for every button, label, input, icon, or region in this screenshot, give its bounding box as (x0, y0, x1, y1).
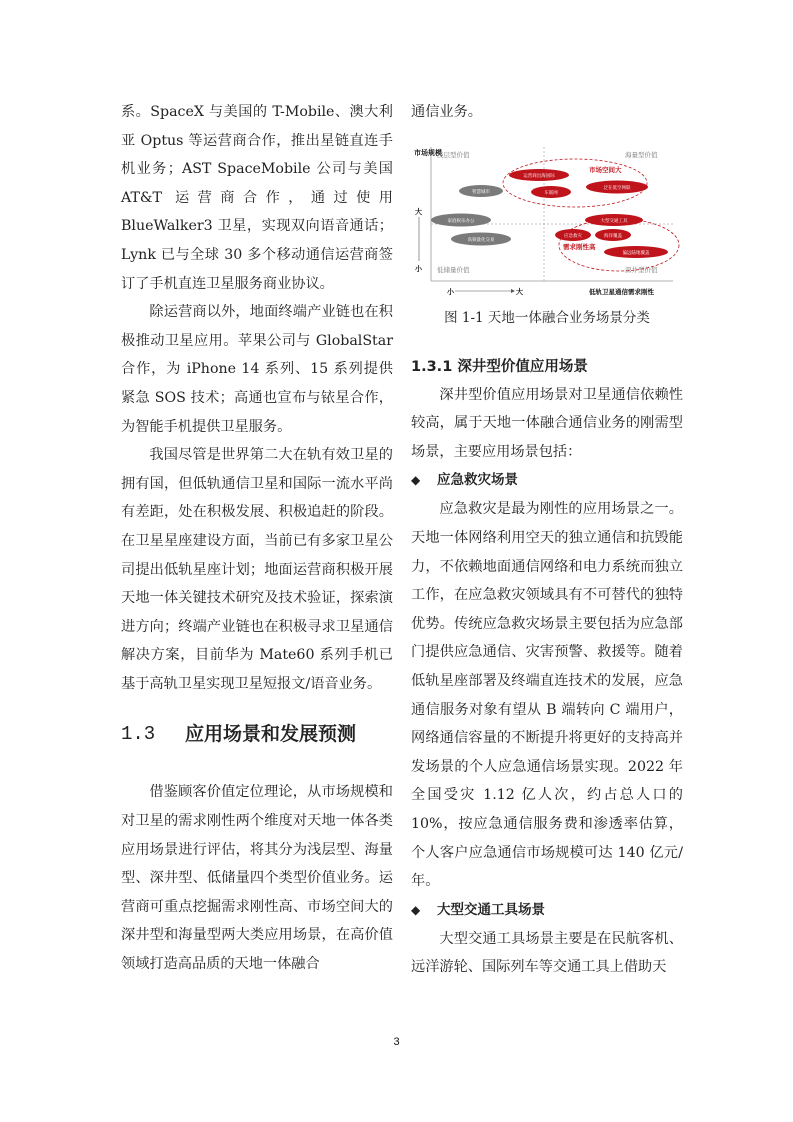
paragraph: 应急救灾是最为刚性的应用场景之一。天地一体网络利用空天的独立通信和抗毁能力，不依赖地面通信网络和电力系统而独立工作，在应急救灾领域具有不可替代的独特优势。传统应急救灾场景主要包括为应急部门提供应急通信、灾害预警、救援等。随着低轨星座部署及终端直连技术的发展，应急通信服务对象有望从 B 端转向 C 端用户，网络通信容量的不断提升将更好的支持高并发场景的个人应急通信场景实现。2022 年全国受灾 1.12 亿人次，约占总人口的 10%，按应急通信服务费和渗透率估算，个人客户应急通信市场规模可达 140 亿元/年。 (411, 501, 683, 890)
svg-text:车联网: 车联网 (544, 190, 558, 196)
paragraph: 系。SpaceX 与美国的 T-Mobile、澳大利亚 Optus 等运营商合作，推出星链直连手机业务；AST SpaceMobile 公司与美国 AT&T 运营商合作，通过使用 BlueWalker3 卫星，实现双向语音通话；Lynk 已与全球 30 多个移动通信运营商签订了手机直连卫星服务商业协议。 (121, 104, 393, 292)
svg-text:大型交通工具: 大型交通工具 (600, 218, 628, 224)
svg-text:大: 大 (516, 287, 523, 296)
paragraph: 深井型价值应用场景对卫星通信依赖性较高，属于天地一体融合通信业务的刚需型场景，主要应用场景包括： (411, 386, 683, 460)
section-title: 应用场景和发展预测 (185, 723, 357, 746)
figure-caption: 图 1-1 天地一体融合业务场景分类 (444, 309, 650, 326)
scenario-classification-figure (411, 139, 683, 299)
svg-text:低储量价值: 低储量价值 (437, 265, 470, 274)
svg-text:偏远陆地覆盖: 偏远陆地覆盖 (622, 250, 650, 256)
svg-text:市场空间大: 市场空间大 (589, 165, 622, 174)
section-number: 1.3 (121, 723, 156, 746)
paragraph: 我国尽管是世界第二大在轨有效卫星的拥有国，但低轨通信卫星和国际一流水平尚有差距，处在积极发展、积极追赶的阶段。在卫星星座建设方面，当前已有多家卫星公司提出低轨星座计划；地面运营商积极开展天地一体关键技术研究及技术验证，探索演进方向；终端产业链也在积极寻求卫星通信解决方案，目前华为 Mate60 系列手机已基于高轨卫星实现卫星短报文/语音业务。 (121, 447, 393, 692)
page-number: 3 (393, 1036, 400, 1048)
svg-text:家庭娱乐办公: 家庭娱乐办公 (447, 218, 475, 224)
right-column (411, 98, 683, 982)
svg-text:应急救灾: 应急救灾 (564, 233, 582, 239)
diamond-bullet-icon: ◆ (411, 473, 421, 488)
svg-text:低轨卫星通信需求刚性: 低轨卫星通信需求刚性 (589, 287, 654, 296)
paragraph: 通信业务。 (411, 104, 482, 120)
svg-text:运营商出海国际: 运营商出海国际 (523, 173, 555, 179)
svg-text:浅层型价值: 浅层型价值 (437, 150, 470, 159)
svg-text:海洋覆盖: 海洋覆盖 (604, 233, 622, 239)
svg-text:海量型价值: 海量型价值 (625, 150, 658, 159)
svg-text:深井型价值: 深井型价值 (625, 265, 658, 274)
bullet-label: 大型交通工具场景 (437, 901, 545, 918)
svg-text:小: 小 (447, 287, 454, 296)
bullet-label: 应急救灾场景 (437, 472, 518, 489)
section-heading (121, 720, 393, 748)
svg-text:泛在低空网联: 泛在低空网联 (603, 185, 631, 191)
svg-text:高频量化交易: 高频量化交易 (467, 237, 495, 243)
paragraph: 大型交通工具场景主要是在民航客机、远洋游轮、国际列车等交通工具上借助天 (411, 930, 683, 976)
y-axis-label: 市场规模 (414, 148, 442, 157)
subsection-heading: 1.3.1 深井型价值应用场景 (411, 358, 588, 375)
paragraph: 除运营商以外，地面终端产业链也在积极推动卫星应用。苹果公司与 GlobalStar 合作，为 iPhone 14 系列、15 系列提供紧急 SOS 技术；高通也宣布与铱星合作，为智能手机提供卫星服务。 (121, 304, 393, 435)
left-column (121, 98, 393, 979)
svg-text:需求刚性高: 需求刚性高 (563, 242, 596, 251)
bullet-heading (411, 466, 683, 495)
bullet-heading (411, 896, 683, 925)
svg-text:智慧城市: 智慧城市 (472, 189, 490, 195)
diamond-bullet-icon: ◆ (411, 902, 421, 917)
svg-text:小: 小 (415, 264, 422, 273)
paragraph: 借鉴顾客价值定位理论，从市场规模和对卫星的需求刚性两个维度对天地一体各类应用场景进行评估，将其分为浅层型、海量型、深井型、低储量四个类型价值业务。运营商可重点挖掘需求刚性高、市场空间大的深井型和海量型两大类应用场景，在高价值领域打造高品质的天地一体融合 (121, 784, 393, 973)
svg-text:大: 大 (415, 207, 422, 216)
